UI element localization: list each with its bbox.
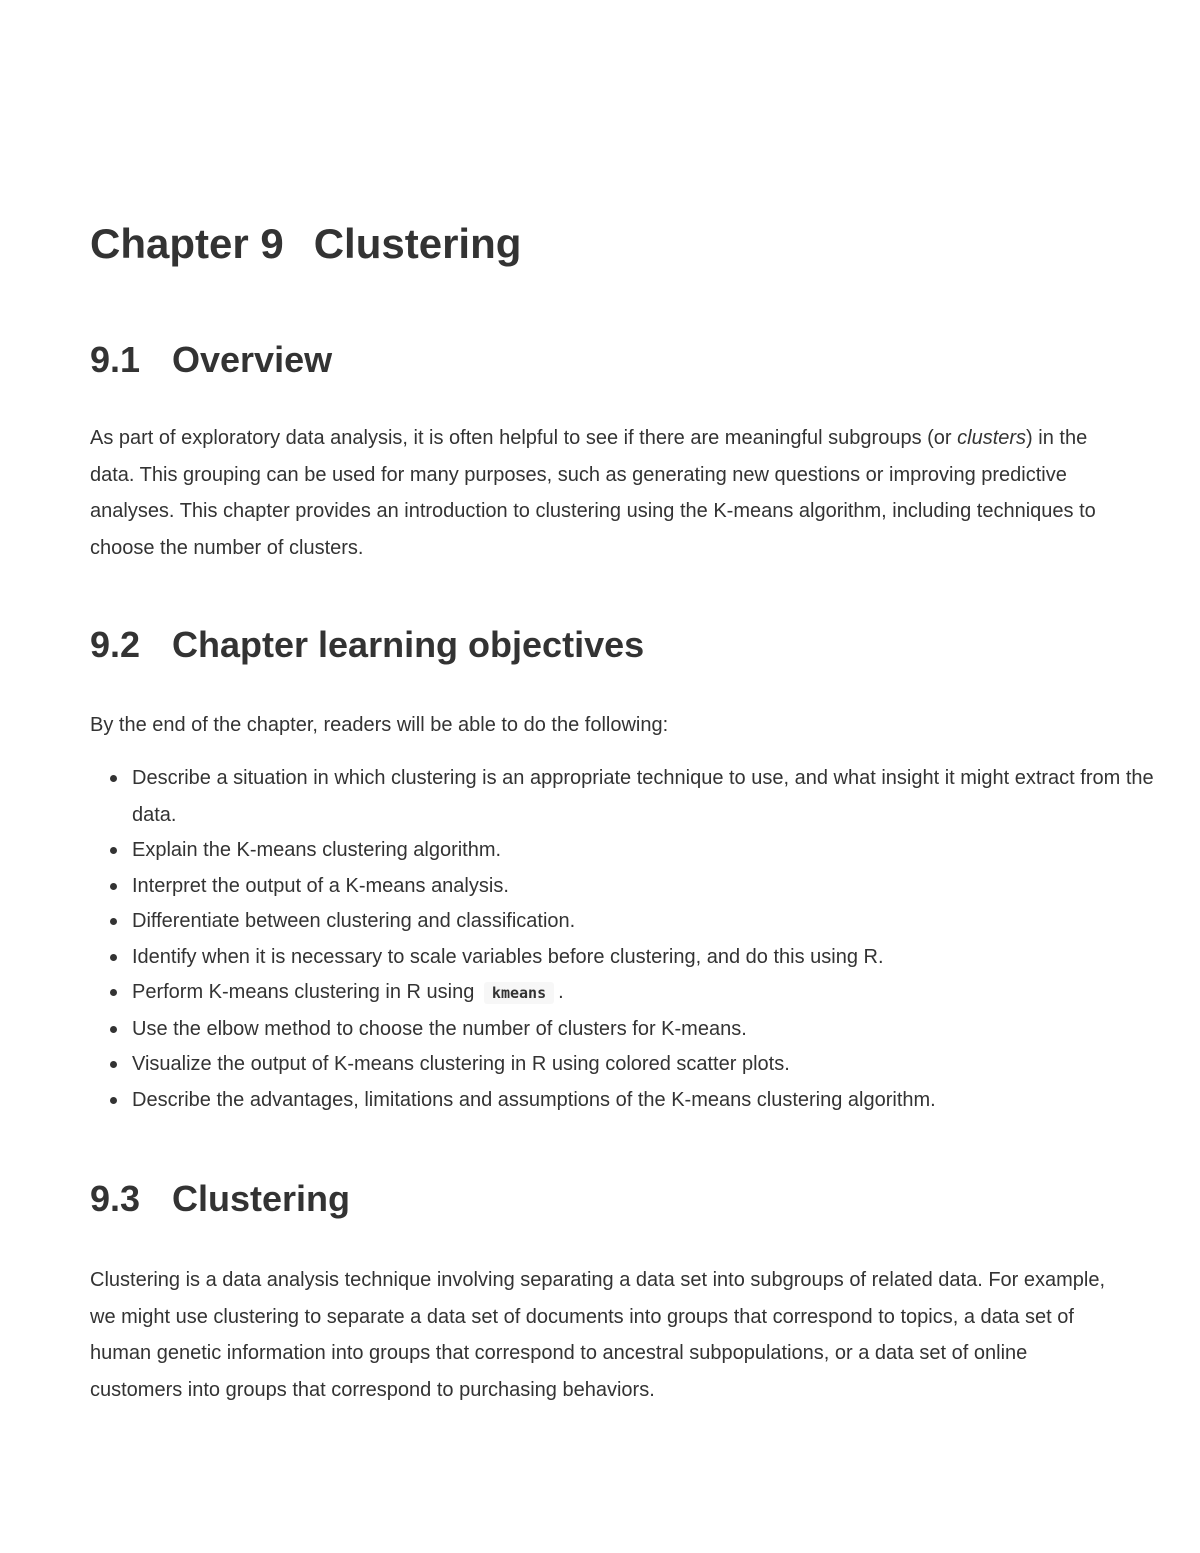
- bullet-icon: [110, 847, 117, 854]
- objective-text-end: .: [558, 981, 564, 1003]
- objective-text: Describe a situation in which clustering is an appropriate technique to use, and what insight it might extract from the data.: [132, 767, 1154, 826]
- bullet-icon: [110, 775, 117, 782]
- bullet-icon: [110, 1026, 117, 1033]
- objective-text: Perform K-means clustering in R using: [132, 981, 480, 1003]
- bullet-icon: [110, 954, 117, 961]
- objective-text: Identify when it is necessary to scale variables before clustering, and do this using R.: [132, 945, 884, 968]
- overview-paragraph: [90, 420, 1120, 566]
- overview-text-1: As part of exploratory data analysis, it is often helpful to see if there are meaningful subgroups (or: [90, 427, 958, 449]
- bullet-icon: [110, 1097, 117, 1104]
- objective-text: Use the elbow method to choose the number of clusters for K-means.: [132, 1017, 747, 1040]
- list-item: [132, 760, 1162, 833]
- bullet-icon: [110, 1061, 117, 1068]
- inline-code-kmeans: kmeans: [484, 982, 554, 1004]
- section-heading-clustering: [90, 1176, 350, 1222]
- section-heading-overview: [90, 337, 332, 383]
- bullet-icon: [110, 918, 117, 925]
- list-item: [132, 1082, 1162, 1119]
- bullet-icon: [110, 989, 117, 996]
- chapter-title-text: Clustering: [313, 220, 522, 267]
- objectives-list: [90, 760, 1162, 1118]
- overview-emphasis: clusters: [957, 427, 1027, 449]
- objective-text: Describe the advantages, limitations and assumptions of the K-means clustering algorithm.: [132, 1088, 936, 1111]
- section-title: Chapter learning objectives: [172, 624, 645, 665]
- list-item: [132, 832, 1162, 869]
- section-number: 9.2: [90, 624, 141, 665]
- section-title: Overview: [172, 339, 333, 380]
- section-number: 9.1: [90, 339, 141, 380]
- section-title: Clustering: [172, 1178, 351, 1219]
- objective-text: Differentiate between clustering and classification.: [132, 910, 576, 932]
- chapter-number: Chapter 9: [90, 220, 284, 267]
- section-number: 9.3: [90, 1178, 141, 1219]
- list-item: [132, 974, 1162, 1012]
- list-item: [132, 1046, 1162, 1083]
- bullet-icon: [110, 883, 117, 890]
- list-item: [132, 868, 1162, 905]
- list-item: [132, 1011, 1162, 1048]
- list-item: [132, 903, 1162, 940]
- objective-text: Visualize the output of K-means clustering in R using colored scatter plots.: [132, 1053, 790, 1075]
- chapter-title: [90, 216, 521, 272]
- objective-text: Explain the K-means clustering algorithm.: [132, 839, 502, 861]
- section-heading-objectives: [90, 622, 644, 668]
- clustering-paragraph: Clustering is a data analysis technique involving separating a data set into subgroups of related data. For example, we might use clustering to separate a data set of documents into groups that correspond to topics, a data set of human genetic information into groups that correspond to ancestral subpopulations, or a data set of online customers into groups that correspond to purchasing behaviors.: [90, 1269, 1106, 1401]
- list-item: [132, 939, 1162, 976]
- objective-text: Interpret the output of a K-means analysis.: [132, 874, 509, 897]
- overview-text-2: ) in the data. This grouping can be used for many purposes, such as generating new questions or improving predictive analyses. This chapter provides an introduction to clustering using the K-means algorithm, including techniques to choose the number of clusters.: [90, 427, 1096, 559]
- objectives-intro: By the end of the chapter, readers will be able to do the following:: [90, 714, 669, 736]
